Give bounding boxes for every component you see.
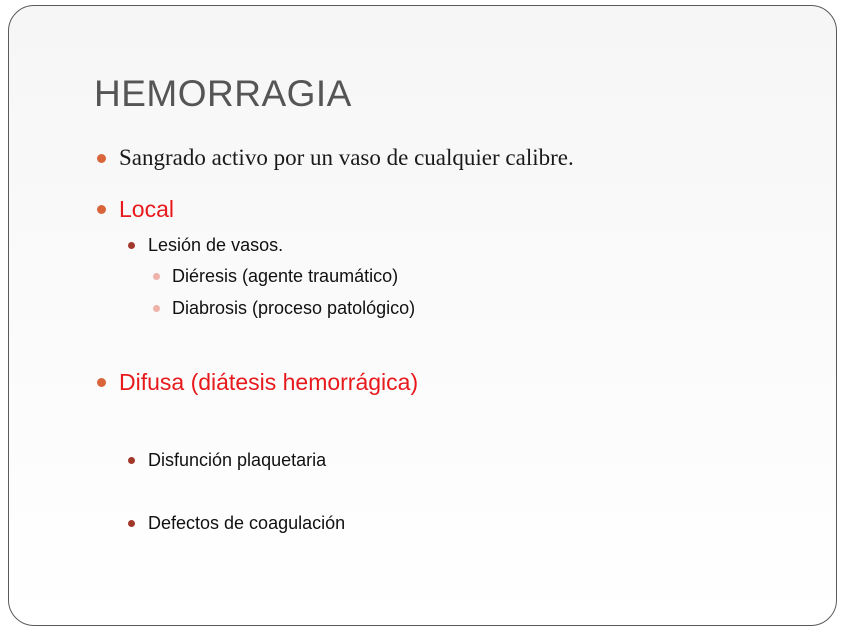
bullet-text: Diéresis (agente traumático) xyxy=(172,266,399,286)
bullet-text: Sangrado activo por un vaso de cualquier calibre. xyxy=(119,145,574,170)
bullet-text: Lesión de vasos. xyxy=(148,235,284,255)
bullet-text: Difusa (diátesis hemorrágica) xyxy=(119,369,419,395)
bullet-dot-icon xyxy=(153,273,160,280)
bullet-dot-icon xyxy=(128,520,135,527)
bullet-dot-icon xyxy=(128,242,135,249)
bullet-text: Disfunción plaquetaria xyxy=(148,450,327,470)
bullet-definition xyxy=(97,145,574,171)
bullet-dot-icon xyxy=(97,205,106,214)
sub-bullet-disfuncion xyxy=(128,450,326,471)
bullet-dot-icon xyxy=(153,305,160,312)
sub-bullet-defectos xyxy=(128,513,345,534)
slide-title: HEMORRAGIA xyxy=(94,73,352,114)
bullet-text: Diabrosis (proceso patológico) xyxy=(172,298,416,318)
sub-sub-bullet-dieresis xyxy=(153,266,398,287)
sub-sub-bullet-diabrosis xyxy=(153,298,415,319)
bullet-text: Local xyxy=(119,196,174,222)
bullet-local xyxy=(97,196,174,223)
bullet-dot-icon xyxy=(128,457,135,464)
bullet-text: Defectos de coagulación xyxy=(148,513,346,533)
bullet-difusa xyxy=(97,369,418,396)
sub-bullet-lesion xyxy=(128,235,283,256)
bullet-dot-icon xyxy=(97,378,106,387)
bullet-dot-icon xyxy=(97,154,106,163)
